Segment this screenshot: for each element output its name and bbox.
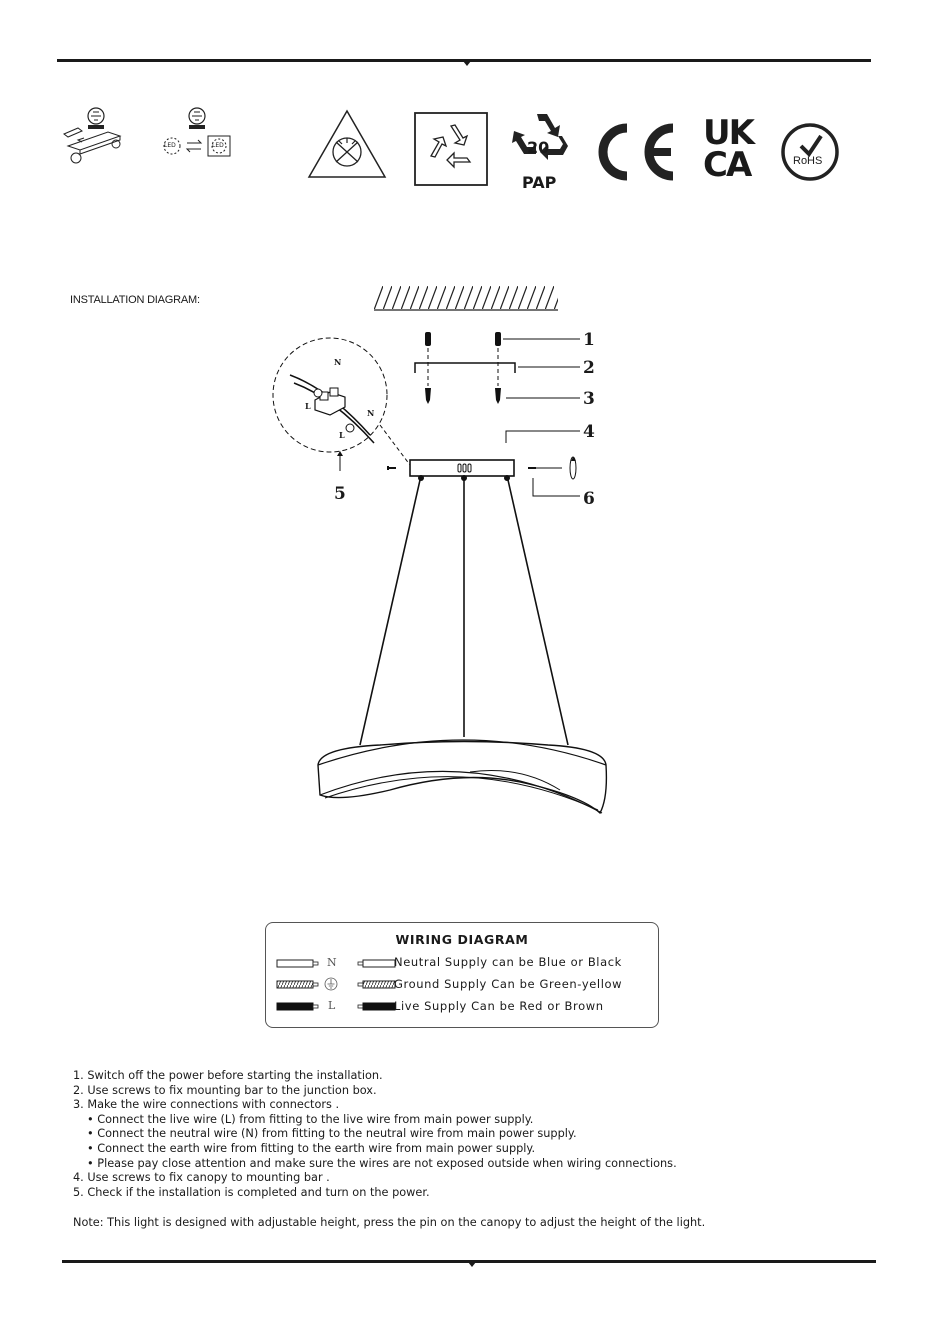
ground-text: Ground Supply Can be Green-yellow: [394, 977, 623, 991]
instructions-list: [73, 1069, 677, 1200]
ukca-top: UK: [703, 113, 753, 153]
led-driver-icon: [58, 106, 128, 166]
wiring-diagram-box: [265, 922, 659, 1028]
live-letter: L: [328, 999, 336, 1012]
callout-4: 4: [583, 422, 595, 442]
callout-2: 2: [583, 358, 595, 378]
bullet-attention: • Please pay close attention and make sure the wires are not exposed outside when wiring connections.: [87, 1156, 677, 1170]
led-right-label: LED: [212, 142, 224, 149]
step-4: 4. Use screws to fix canopy to mounting bar .: [73, 1171, 330, 1185]
live-wire-icon: [276, 1000, 396, 1014]
led-replaceable-icon: [160, 106, 235, 166]
neutral-text: Neutral Supply can be Blue or Black: [394, 955, 622, 969]
bullet-earth: • Connect the earth wire from fitting to the earth wire from main power supply.: [87, 1141, 536, 1155]
rohs-icon: [780, 122, 840, 182]
mounting-screw-icon: [425, 388, 501, 404]
certification-row: [0, 100, 933, 200]
pap-label: PAP: [522, 173, 557, 192]
connector-l-bottom: L: [339, 430, 345, 440]
ceiling-screw-icon: [425, 332, 501, 346]
top-divider-notch: [463, 61, 471, 66]
callout-1: 1: [583, 330, 595, 350]
recycle-icon: [414, 112, 488, 186]
bullet-live: • Connect the live wire (L) from fitting to the live wire from main power supply.: [87, 1112, 534, 1126]
step-5: 5. Check if the installation is completed and turn on the power.: [73, 1185, 430, 1199]
neutral-letter: N: [327, 956, 337, 969]
mounting-bar: [415, 363, 515, 373]
earth-symbol-icon: [324, 977, 338, 991]
pap-number: 20: [527, 138, 550, 157]
canopy: [410, 460, 514, 476]
callout-3: 3: [583, 389, 595, 409]
ceiling-hatch: [374, 286, 558, 312]
installation-drawing: [270, 320, 630, 830]
connector-n-top: N: [334, 357, 342, 367]
ukca-bottom: CA: [703, 145, 751, 185]
ukca-mark-icon: [703, 113, 763, 185]
height-note: Note: This light is designed with adjustable height, press the pin on the canopy to adjust the height of the light.: [73, 1216, 706, 1229]
bullet-neutral: • Connect the neutral wire (N) from fitting to the neutral wire from main power supply.: [87, 1127, 577, 1141]
connector-l-left: L: [305, 401, 311, 411]
installation-diagram-title: INSTALLATION DIAGRAM:: [70, 294, 200, 306]
led-left-label: LED: [164, 142, 176, 149]
callout-6: 6: [583, 489, 595, 509]
rohs-label: RoHS: [793, 155, 823, 167]
callout-5: 5: [334, 484, 346, 504]
step-1: 1. Switch off the power before starting the installation.: [73, 1069, 383, 1082]
live-text: Live Supply Can be Red or Brown: [394, 999, 604, 1013]
no-dimmer-icon: [306, 108, 388, 180]
ce-mark-icon: [595, 122, 677, 182]
connector-n-right: N: [367, 408, 375, 418]
wiring-diagram-title: WIRING DIAGRAM: [395, 932, 529, 947]
step-3: 3. Make the wire connections with connectors .: [73, 1098, 340, 1112]
bottom-divider-notch: [468, 1262, 476, 1267]
step-2: 2. Use screws to fix mounting bar to the junction box.: [73, 1083, 377, 1097]
